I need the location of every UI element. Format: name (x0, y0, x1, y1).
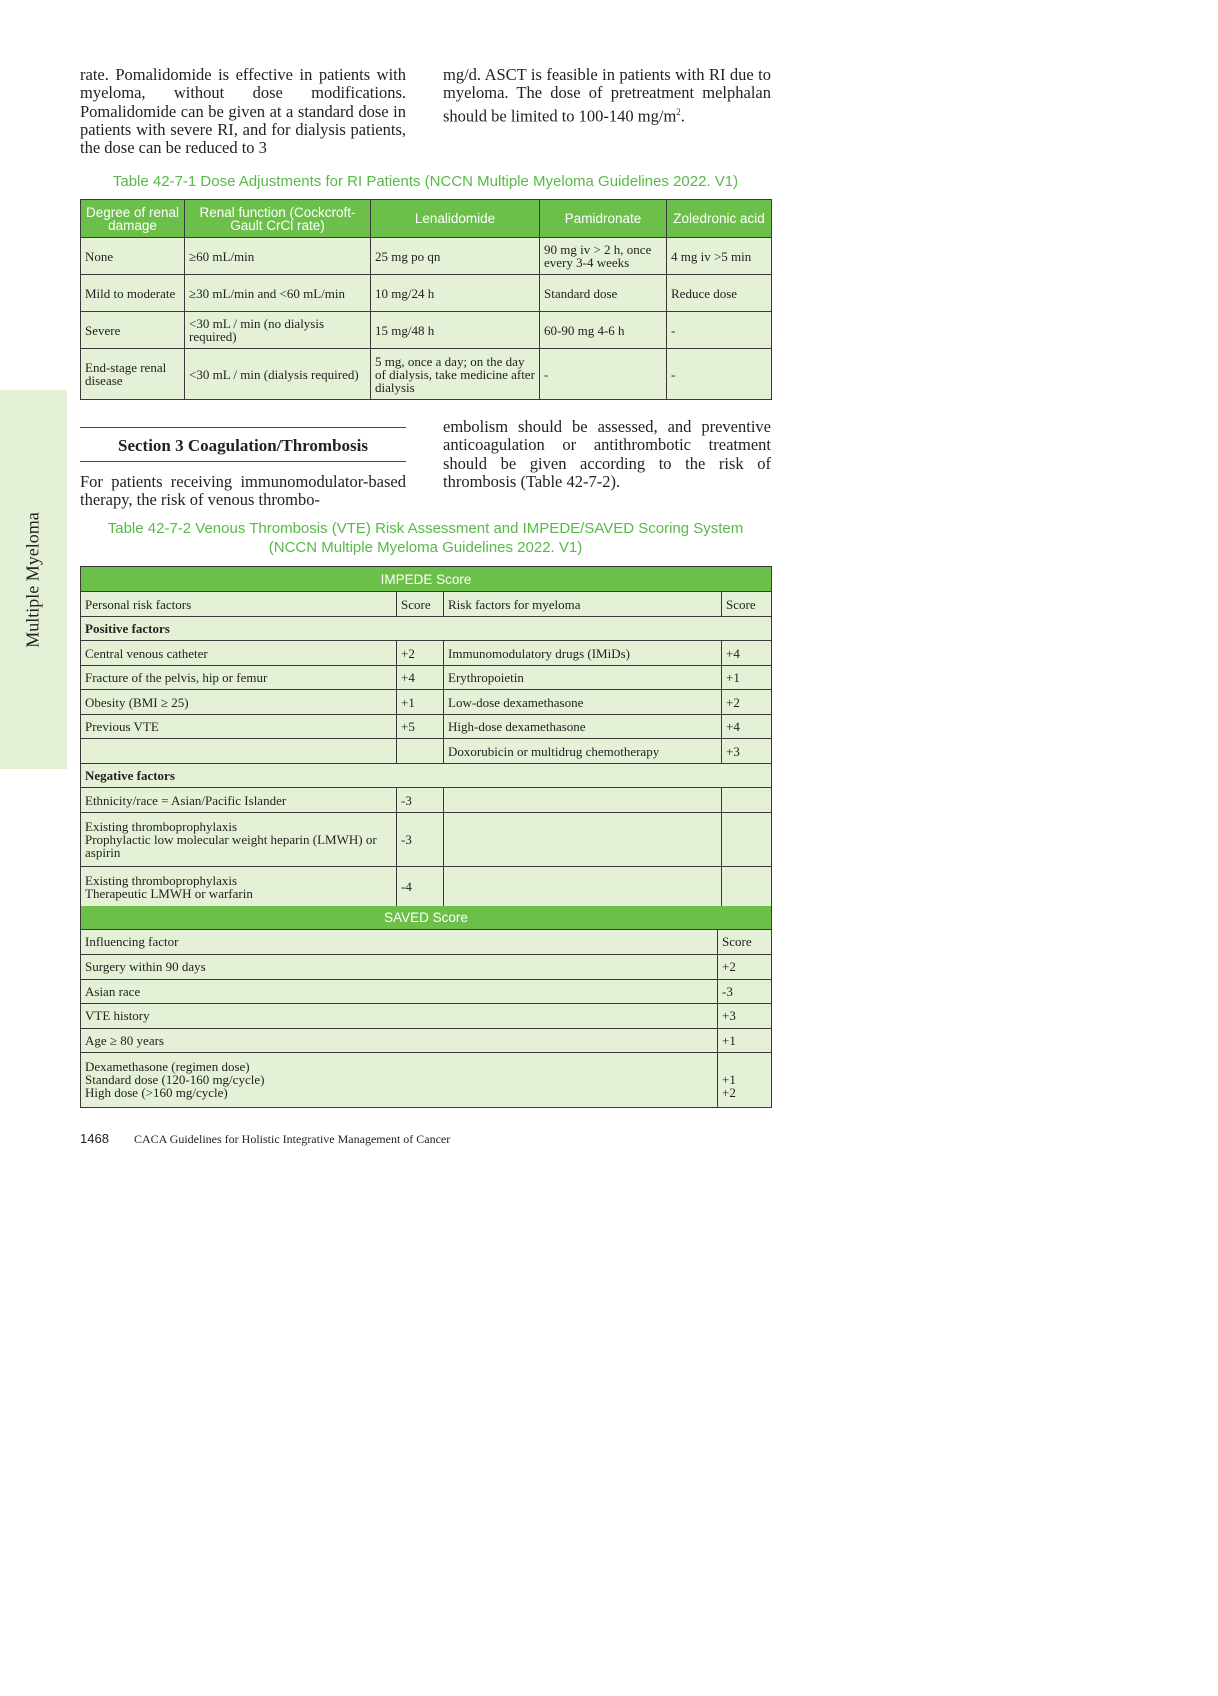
table-cell (397, 739, 444, 764)
table-cell: -3 (397, 813, 444, 867)
page-number: 1468 (80, 1131, 109, 1146)
negative-factors-label: Negative factors (81, 764, 772, 788)
table-cell: - (540, 349, 667, 400)
table1-header: Pamidronate (540, 200, 667, 238)
table-cell: Mild to moderate (81, 275, 185, 312)
table-cell: <30 mL / min (dialysis required) (185, 349, 371, 400)
table-cell: -4 (397, 867, 444, 907)
table-cell: +2 (718, 954, 772, 979)
table-cell: ≥60 mL/min (185, 238, 371, 275)
table-cell: Ethnicity/race = Asian/Pacific Islander (81, 788, 397, 813)
table-cell: Immunomodulatory drugs (IMiDs) (444, 641, 722, 666)
table-row (81, 739, 772, 764)
table-row (81, 592, 772, 617)
table-cell: None (81, 238, 185, 275)
body-text: mg/d. ASCT is feasible in patients with RI due to myeloma. The dose of pretreatment melphalan should be limited to 100-140 mg/m (443, 65, 771, 126)
table-row (81, 813, 772, 867)
body-text-end: . (680, 106, 685, 126)
table-row (81, 666, 772, 690)
table-header-cell: Influencing factor (81, 929, 718, 954)
table-cell: Obesity (BMI ≥ 25) (81, 690, 397, 715)
table-cell: Previous VTE (81, 715, 397, 739)
table2-impede (80, 566, 772, 907)
table-cell: +1 (397, 690, 444, 715)
table-cell: +1 (718, 1028, 772, 1052)
table-cell: VTE history (81, 1003, 718, 1028)
table-header-cell: Score (718, 929, 772, 954)
table-cell: Central venous catheter (81, 641, 397, 666)
table-cell: Doxorubicin or multidrug chemotherapy (444, 739, 722, 764)
table-row (81, 788, 772, 813)
table-cell: Dexamethasone (regimen dose) Standard dose (120-160 mg/cycle) High dose (>160 mg/cycle) (81, 1052, 718, 1107)
table-cell: +4 (722, 715, 772, 739)
table-cell: Existing thromboprophylaxis Prophylactic low molecular weight heparin (LMWH) or aspirin (81, 813, 397, 867)
body-text-left-top: rate. Pomalidomide is effective in patients with myeloma, without dose modifications. Pomalidomide can be given at a standard dose in patients with severe RI, and for dialysis patients, the dose can be reduced to 3 (80, 65, 406, 158)
section-heading: Section 3 Coagulation/Thrombosis (117, 436, 368, 455)
table-cell: Low-dose dexamethasone (444, 690, 722, 715)
table-cell: Standard dose (540, 275, 667, 312)
table-cell: 15 mg/48 h (371, 312, 540, 349)
table-cell: ≥30 mL/min and <60 mL/min (185, 275, 371, 312)
table-cell: End-stage renal disease (81, 349, 185, 400)
table-cell: High-dose dexamethasone (444, 715, 722, 739)
table-cell: 10 mg/24 h (371, 275, 540, 312)
positive-factors-label: Positive factors (81, 617, 772, 641)
table-row (81, 349, 772, 400)
superscript: 2 (676, 106, 681, 117)
table-row (81, 715, 772, 739)
table-cell: +2 (722, 690, 772, 715)
table-cell: 90 mg iv > 2 h, once every 3-4 weeks (540, 238, 667, 275)
table-row (81, 1003, 772, 1028)
table1-header: Zoledronic acid (667, 200, 772, 238)
table-row (81, 929, 772, 954)
body-text-right-mid: embolism should be assessed, and preventive anticoagulation or antithrombotic treatment should be given according to the risk of thrombosis (Table 42-7-2). (443, 417, 771, 491)
table-row (81, 275, 772, 312)
section-rule-top (80, 427, 406, 428)
table-row (81, 312, 772, 349)
table2-caption-line1: Table 42-7-2 Venous Thrombosis (VTE) Risk Assessment and IMPEDE/SAVED Scoring System (107, 520, 744, 537)
table-cell: 4 mg iv >5 min (667, 238, 772, 275)
table-cell (722, 788, 772, 813)
table-cell: +3 (718, 1003, 772, 1028)
table-cell: +4 (397, 666, 444, 690)
table-cell: Surgery within 90 days (81, 954, 718, 979)
table-row (81, 238, 772, 275)
table-row (81, 954, 772, 979)
table1-dose-adjustments (80, 199, 772, 400)
table-cell: +1 +2 (718, 1052, 772, 1107)
table2-caption-line2: (NCCN Multiple Myeloma Guidelines 2022. V1) (268, 539, 583, 556)
table-row (81, 641, 772, 666)
table-cell: +2 (397, 641, 444, 666)
table-header-cell: Score (397, 592, 444, 617)
table-cell (444, 813, 722, 867)
table-cell (444, 788, 722, 813)
section-rule-bottom (80, 461, 406, 462)
side-tab-label: Multiple Myeloma (22, 512, 43, 648)
body-text-right-top (443, 66, 771, 125)
table1-header: Lenalidomide (371, 200, 540, 238)
table-cell (444, 867, 722, 907)
table1-caption: Table 42-7-1 Dose Adjustments for RI Patients (NCCN Multiple Myeloma Guidelines 2022. V1) (112, 173, 739, 190)
table-cell: Age ≥ 80 years (81, 1028, 718, 1052)
impede-title: IMPEDE Score (81, 567, 772, 592)
table-cell: - (667, 349, 772, 400)
table-cell: Fracture of the pelvis, hip or femur (81, 666, 397, 690)
table-cell: Severe (81, 312, 185, 349)
table-cell (722, 867, 772, 907)
table-row (81, 1052, 772, 1107)
table-row (81, 690, 772, 715)
table-row (81, 1028, 772, 1052)
running-footer: CACA Guidelines for Holistic Integrative Management of Cancer (134, 1132, 451, 1146)
table-cell: <30 mL / min (no dialysis required) (185, 312, 371, 349)
table-cell: +1 (722, 666, 772, 690)
table-row (81, 979, 772, 1003)
table-cell: Asian race (81, 979, 718, 1003)
table-header-cell: Personal risk factors (81, 592, 397, 617)
saved-title: SAVED Score (81, 906, 772, 929)
table-cell: -3 (397, 788, 444, 813)
table-row (81, 867, 772, 907)
table-cell (722, 813, 772, 867)
table1-header: Degree of renal damage (81, 200, 185, 238)
table-cell: +4 (722, 641, 772, 666)
table-header-cell: Score (722, 592, 772, 617)
table2-saved (80, 906, 772, 1108)
table-cell: Erythropoietin (444, 666, 722, 690)
table-cell: Reduce dose (667, 275, 772, 312)
table-cell: 60-90 mg 4-6 h (540, 312, 667, 349)
table1-header: Renal function (Cockcroft-Gault CrCl rate) (185, 200, 371, 238)
table-cell: - (667, 312, 772, 349)
table-cell: -3 (718, 979, 772, 1003)
body-text-left-mid: For patients receiving immunomodulator-based therapy, the risk of venous thrombo- (80, 472, 406, 510)
table-header-cell: Risk factors for myeloma (444, 592, 722, 617)
table-cell: Existing thromboprophylaxis Therapeutic LMWH or warfarin (81, 867, 397, 907)
table-cell: 5 mg, once a day; on the day of dialysis, take medicine after dialysis (371, 349, 540, 400)
table-cell: 25 mg po qn (371, 238, 540, 275)
table-cell: +3 (722, 739, 772, 764)
table-cell (81, 739, 397, 764)
table-cell: +5 (397, 715, 444, 739)
